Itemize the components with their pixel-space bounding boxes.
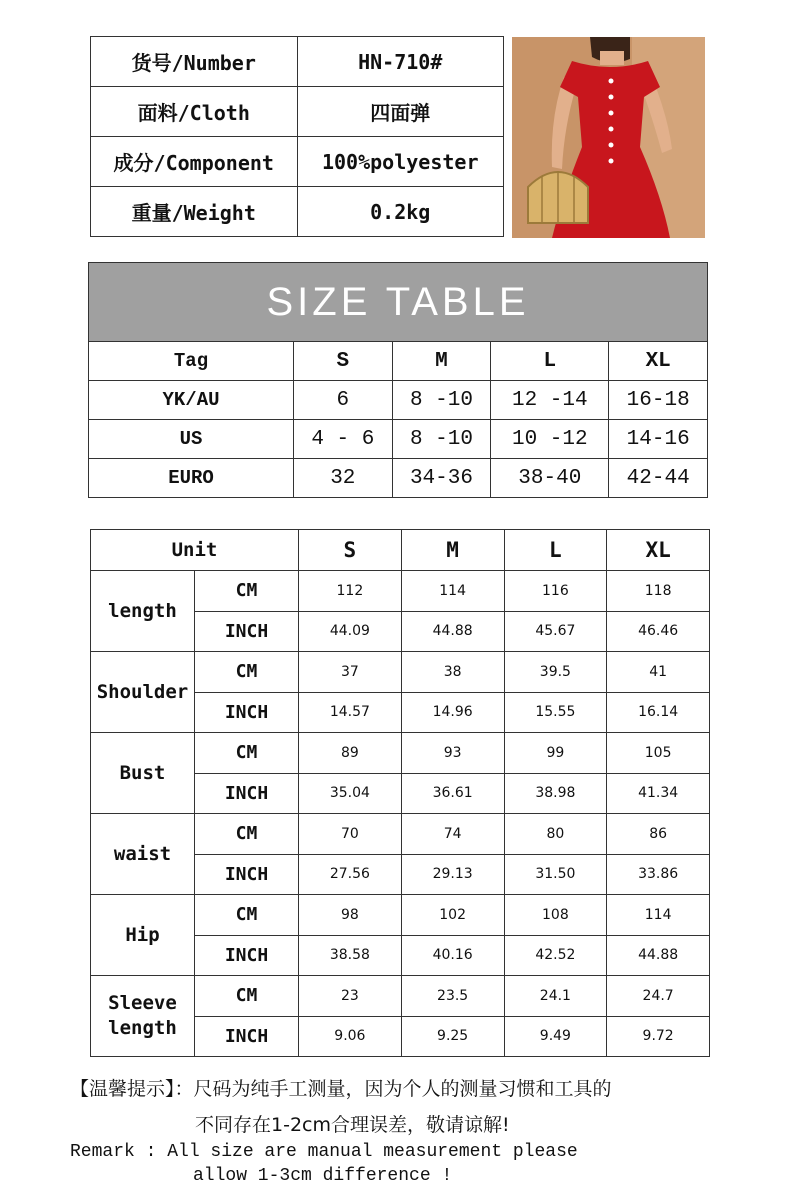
measurement-header-row <box>91 530 710 571</box>
measurement-cell: 44.09 <box>299 611 402 652</box>
spec-value: 100%polyester <box>297 137 504 187</box>
measurement-cell: 114 <box>607 895 710 936</box>
size-header-cell: S <box>294 342 393 381</box>
measurement-cell: 38.98 <box>504 773 607 814</box>
size-cell: 10 -12 <box>491 420 609 459</box>
unit-cm-label: CM <box>195 976 299 1017</box>
measurement-cell: 38 <box>401 652 504 693</box>
measurement-cell: 23.5 <box>401 976 504 1017</box>
measurement-cell: 46.46 <box>607 611 710 652</box>
measurement-group-name: length <box>108 599 177 622</box>
measurement-cell: 41.34 <box>607 773 710 814</box>
unit-inch-label: INCH <box>195 935 299 976</box>
measurement-cell: 40.16 <box>401 935 504 976</box>
size-table-title: SIZE TABLE <box>89 263 708 342</box>
measurement-cell: 39.5 <box>504 652 607 693</box>
measurement-group-label <box>91 571 195 652</box>
measurement-cell: 44.88 <box>401 611 504 652</box>
remark-en-line-2: allow 1-3cm difference ! <box>193 1166 453 1186</box>
notice-cn-line-1: 【温馨提示】：尺码为纯手工测量，因为个人的测量习惯和工具的 <box>70 1078 612 1100</box>
measurement-row-cm <box>91 814 710 855</box>
spec-row <box>91 87 504 137</box>
unit-cm-label: CM <box>195 733 299 774</box>
measurement-row-cm <box>91 976 710 1017</box>
measurement-cell: 93 <box>401 733 504 774</box>
size-table-banner-row <box>89 263 708 342</box>
notice-cn-line-2: 不同存在1-2cm合理误差，敬请谅解! <box>195 1114 510 1136</box>
size-cell: 8 -10 <box>392 381 491 420</box>
measurement-cell: 33.86 <box>607 854 710 895</box>
measurement-group-name: Shoulder <box>96 680 189 703</box>
size-cell: 14-16 <box>609 420 708 459</box>
unit-cm-label: CM <box>195 652 299 693</box>
measurement-group-label <box>91 814 195 895</box>
size-cell: 34-36 <box>392 459 491 498</box>
measurement-cell: 9.49 <box>504 1016 607 1057</box>
measurement-cell: 14.96 <box>401 692 504 733</box>
measurement-size-header: M <box>401 530 504 571</box>
measurement-cell: 74 <box>401 814 504 855</box>
measurement-cell: 44.88 <box>607 935 710 976</box>
measurement-cell: 80 <box>504 814 607 855</box>
unit-cm-label: CM <box>195 571 299 612</box>
spec-label: 货号/Number <box>91 37 298 87</box>
measurement-row-cm <box>91 571 710 612</box>
measurement-cell: 86 <box>607 814 710 855</box>
spec-value: 四面弹 <box>297 87 504 137</box>
spec-row <box>91 137 504 187</box>
measurement-size-header: L <box>504 530 607 571</box>
size-cell: 16-18 <box>609 381 708 420</box>
size-cell: 42-44 <box>609 459 708 498</box>
size-cell: 8 -10 <box>392 420 491 459</box>
measurement-cell: 24.7 <box>607 976 710 1017</box>
unit-cm-label: CM <box>195 814 299 855</box>
measurement-cell: 42.52 <box>504 935 607 976</box>
size-header-cell: L <box>491 342 609 381</box>
measurement-cell: 105 <box>607 733 710 774</box>
unit-inch-label: INCH <box>195 692 299 733</box>
measurement-table <box>90 529 710 1057</box>
measurement-group-name: Sleeve <box>108 992 177 1014</box>
measurement-cell: 16.14 <box>607 692 710 733</box>
measurement-cell: 27.56 <box>299 854 402 895</box>
measurement-group-name: Bust <box>119 761 166 784</box>
measurement-cell: 15.55 <box>504 692 607 733</box>
unit-cm-label: CM <box>195 895 299 936</box>
measurement-group-label <box>91 733 195 814</box>
measurement-cell: 114 <box>401 571 504 612</box>
measurement-row-cm <box>91 652 710 693</box>
measurement-group-label <box>91 652 195 733</box>
size-table-row <box>89 459 708 498</box>
product-photo <box>512 37 705 238</box>
measurement-cell: 89 <box>299 733 402 774</box>
measurement-group-name: Hip <box>125 923 160 946</box>
size-header-cell: M <box>392 342 491 381</box>
spec-label: 面料/Cloth <box>91 87 298 137</box>
measurement-cell: 108 <box>504 895 607 936</box>
measurement-cell: 98 <box>299 895 402 936</box>
dress-illustration <box>512 37 705 238</box>
product-spec-table <box>90 36 504 237</box>
size-cell: 38-40 <box>491 459 609 498</box>
measurement-cell: 70 <box>299 814 402 855</box>
size-table-row <box>89 381 708 420</box>
measurement-cell: 102 <box>401 895 504 936</box>
size-cell: 12 -14 <box>491 381 609 420</box>
size-region-label: EURO <box>89 459 294 498</box>
measurement-cell: 9.72 <box>607 1016 710 1057</box>
size-cell: 6 <box>294 381 393 420</box>
size-header-cell: Tag <box>89 342 294 381</box>
measurement-size-header: XL <box>607 530 710 571</box>
spec-value: HN-710# <box>297 37 504 87</box>
unit-inch-label: INCH <box>195 1016 299 1057</box>
measurement-cell: 36.61 <box>401 773 504 814</box>
measurement-cell: 45.67 <box>504 611 607 652</box>
size-table-header-row <box>89 342 708 381</box>
remark-en-line-1: Remark : All size are manual measurement please <box>70 1142 578 1162</box>
measurement-cell: 23 <box>299 976 402 1017</box>
spec-value: 0.2kg <box>297 187 504 237</box>
measurement-cell: 38.58 <box>299 935 402 976</box>
measurement-row-cm <box>91 733 710 774</box>
measurement-cell: 35.04 <box>299 773 402 814</box>
measurement-cell: 112 <box>299 571 402 612</box>
size-cell: 32 <box>294 459 393 498</box>
size-table-row <box>89 420 708 459</box>
measurement-row-cm <box>91 895 710 936</box>
measurement-cell: 31.50 <box>504 854 607 895</box>
size-region-label: YK/AU <box>89 381 294 420</box>
measurement-cell: 116 <box>504 571 607 612</box>
measurement-cell: 99 <box>504 733 607 774</box>
unit-inch-label: INCH <box>195 773 299 814</box>
unit-inch-label: INCH <box>195 854 299 895</box>
spec-row <box>91 187 504 237</box>
measurement-cell: 24.1 <box>504 976 607 1017</box>
measurement-cell: 37 <box>299 652 402 693</box>
unit-header: Unit <box>91 530 299 571</box>
measurement-size-header: S <box>299 530 402 571</box>
measurement-cell: 29.13 <box>401 854 504 895</box>
spec-label: 重量/Weight <box>91 187 298 237</box>
size-header-cell: XL <box>609 342 708 381</box>
spec-row <box>91 37 504 87</box>
measurement-cell: 9.06 <box>299 1016 402 1057</box>
measurement-cell: 41 <box>607 652 710 693</box>
spec-label: 成分/Component <box>91 137 298 187</box>
size-region-label: US <box>89 420 294 459</box>
measurement-group-name: waist <box>113 842 172 865</box>
size-cell: 4 - 6 <box>294 420 393 459</box>
measurement-cell: 9.25 <box>401 1016 504 1057</box>
measurement-group-label <box>91 976 195 1057</box>
unit-inch-label: INCH <box>195 611 299 652</box>
measurement-group-name: length <box>108 1017 177 1039</box>
measurement-cell: 118 <box>607 571 710 612</box>
size-conversion-table <box>88 262 708 498</box>
measurement-group-label <box>91 895 195 976</box>
measurement-cell: 14.57 <box>299 692 402 733</box>
